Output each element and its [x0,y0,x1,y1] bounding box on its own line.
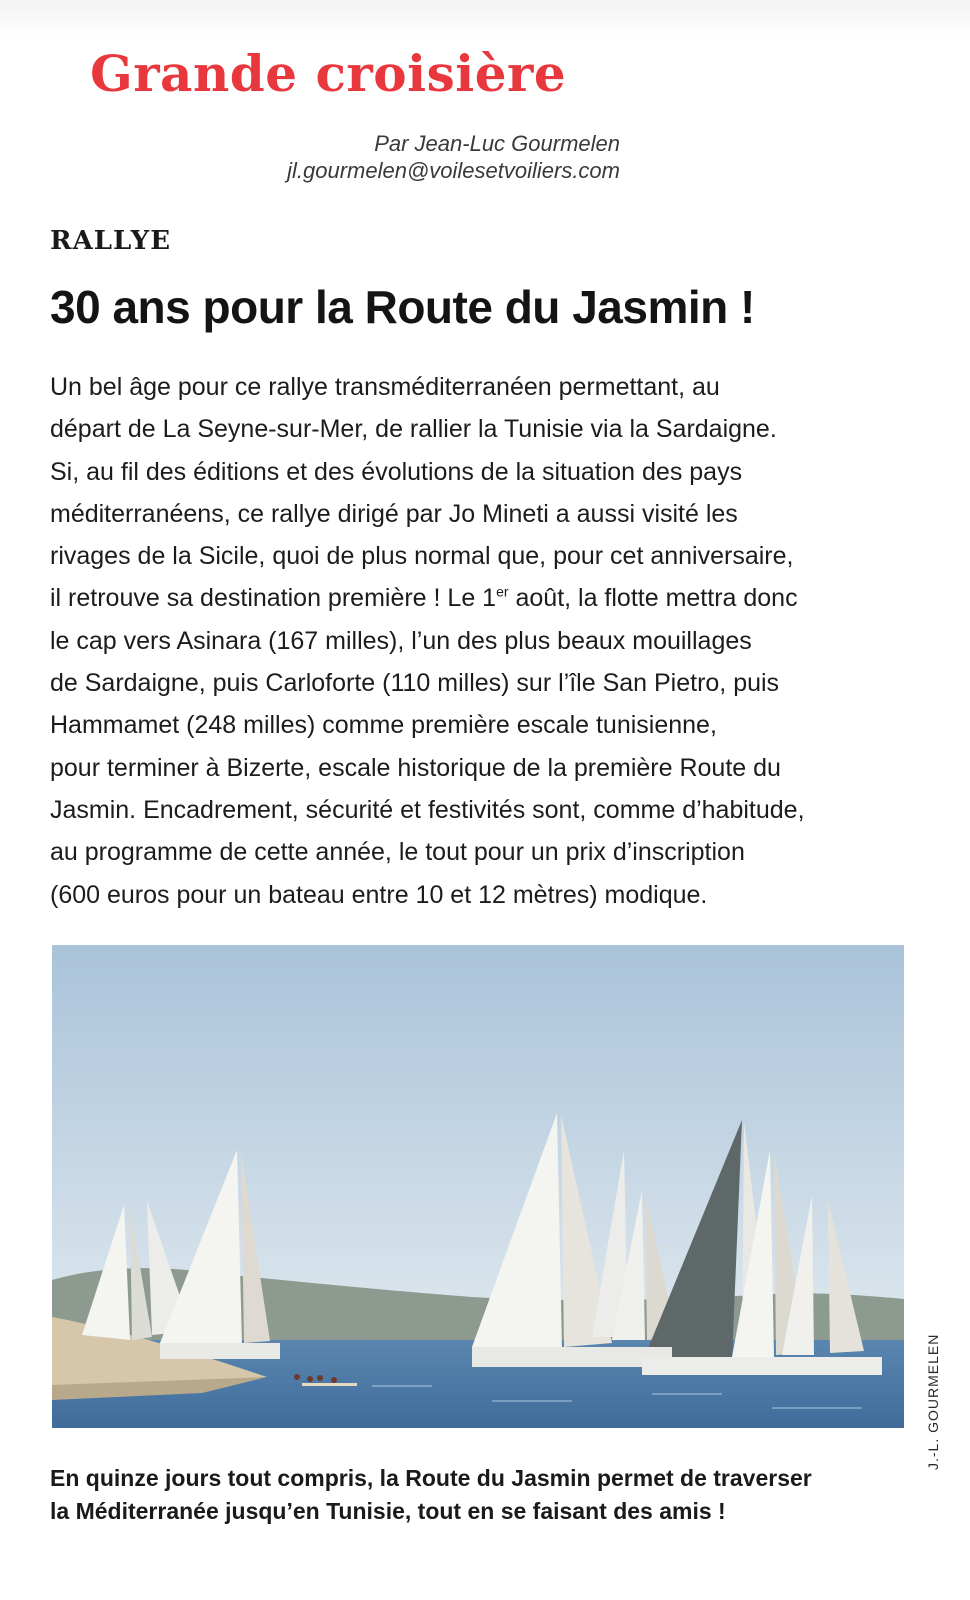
body-line: méditerranéens, ce rallye dirigé par Jo Mineti a aussi visité les [50,499,738,528]
body-line: le cap vers Asinara (167 milles), l’un des plus beaux mouillages [50,626,752,655]
sailing-photo [52,945,904,1428]
article-kicker: RALLYE [50,226,172,256]
section-title: Grande croisière [90,44,567,103]
body-line: pour terminer à Bizerte, escale historique de la première Route du [50,753,781,782]
body-line: de Sardaigne, puis Carloforte (110 milles) sur l’île San Pietro, puis [50,669,780,698]
body-line: Un bel âge pour ce rallye transméditerranéen permettant, au [50,373,720,401]
body-line [50,577,910,619]
sailing-photo-illustration [52,945,904,1428]
body-line: Hammamet (248 milles) comme première escale tunisienne, [50,711,717,740]
ordinal-superscript: er [496,584,509,601]
body-line: au programme de cette année, le tout pour un prix d’inscription [50,838,745,867]
photo-caption [50,1462,930,1528]
body-line: Si, au fil des éditions et des évolutions de la situation des pays [50,457,743,486]
body-line: rivages de la Sicile, quoi de plus normal que, pour cet anniversaire, [50,542,794,571]
caption-line: la Méditerranée jusqu’en Tunisie, tout en se faisant des amis ! [50,1498,726,1524]
photo-credit: J.-L. GOURMELEN [925,1333,941,1470]
byline-author: Par Jean-Luc Gourmelen [374,131,620,156]
body-line: (600 euros pour un bateau entre 10 et 12 mètres) modique. [50,880,708,909]
body-line: départ de La Seyne-sur-Mer, de rallier la Tunisie via la Sardaigne. [50,415,777,444]
body-line-part: août, la flotte mettra donc [508,584,798,613]
body-line-part: il retrouve sa destination première ! Le 1 [50,584,497,613]
article-body [50,366,910,916]
byline [287,130,620,184]
article-headline: 30 ans pour la Route du Jasmin ! [50,281,755,333]
caption-line: En quinze jours tout compris, la Route du Jasmin permet de traverser [50,1465,812,1491]
byline-email: jl.gourmelen@voilesetvoiliers.com [287,158,620,183]
body-line: Jasmin. Encadrement, sécurité et festivités sont, comme d’habitude, [50,795,805,824]
